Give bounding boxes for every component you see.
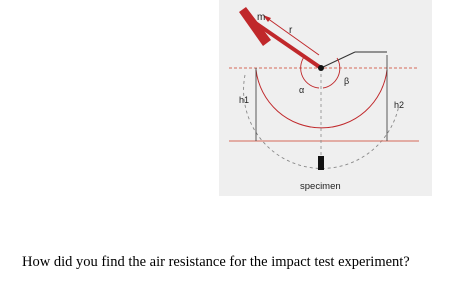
question-text: How did you find the air resistance for the impact test experiment? bbox=[22, 254, 410, 270]
label-radius: r bbox=[289, 25, 293, 36]
beta-arc bbox=[323, 58, 340, 88]
label-alpha: α bbox=[299, 85, 305, 95]
impact-test-diagram bbox=[219, 0, 432, 196]
label-specimen: specimen bbox=[300, 181, 341, 192]
pivot-point bbox=[318, 65, 324, 71]
specimen-block bbox=[318, 156, 324, 170]
label-h1: h1 bbox=[239, 95, 250, 105]
label-beta: β bbox=[344, 76, 350, 86]
pendulum-hammer bbox=[239, 7, 271, 46]
label-h2: h2 bbox=[394, 100, 405, 110]
label-mass: m bbox=[257, 12, 266, 23]
pendulum-diagram-svg bbox=[219, 0, 432, 196]
swing-arc-solid bbox=[256, 70, 387, 128]
